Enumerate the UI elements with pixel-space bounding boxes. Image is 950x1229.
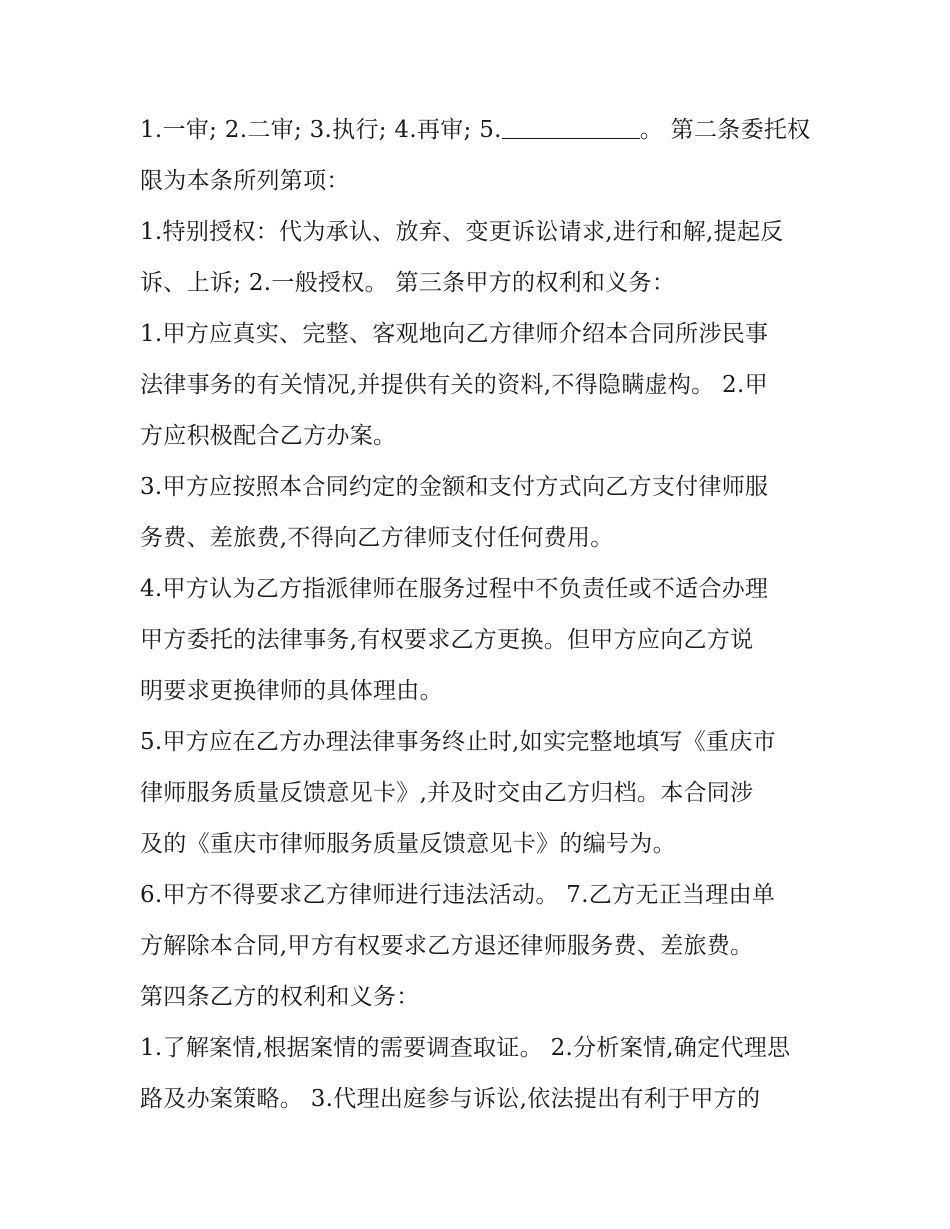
text-line: 5.甲方应在乙方办理法律事务终止时,如实完整地填写《重庆市 (140, 729, 776, 755)
text-line: 律师服务质量反馈意见卡》,并及时交由乙方归档。本合同涉 (140, 780, 754, 806)
text-line: 务费、差旅费,不得向乙方律师支付任何费用。 (140, 525, 614, 551)
text-line: 方应积极配合乙方办案。 (140, 423, 397, 449)
text-segment: 。 第二条委托权 (639, 117, 811, 143)
text-line: 及的《重庆市律师服务质量反馈意见卡》的编号为。 (140, 831, 676, 857)
text-segment: 1.一审; 2.二审; 3.执行; 4.再审; 5. (140, 117, 502, 143)
text-line: 3.甲方应按照本合同约定的金额和支付方式向乙方支付律师服 (140, 474, 769, 500)
text-line: 诉、上诉; 2.一般授权。 第三条甲方的权利和义务： (140, 270, 676, 296)
fill-in-blank (502, 116, 640, 139)
text-line: 法律事务的有关情况,并提供有关的资料,不得隐瞒虚构。 2.甲 (140, 372, 768, 398)
text-line: 第四条乙方的权利和义务： (140, 984, 420, 1010)
text-line: 1.了解案情,根据案情的需要调查取证。 2.分析案情,确定代理思 (140, 1035, 791, 1061)
text-line: 1.甲方应真实、完整、客观地向乙方律师介绍本合同所涉民事 (140, 321, 769, 347)
text-line: 6.甲方不得要求乙方律师进行违法活动。 7.乙方无正当理由单 (140, 882, 776, 908)
text-line (140, 105, 820, 156)
text-line: 4.甲方认为乙方指派律师在服务过程中不负责任或不适合办理 (140, 576, 769, 602)
text-line: 限为本条所列第项： (140, 168, 350, 194)
text-line: 方解除本合同,甲方有权要求乙方退还律师服务费、差旅费。 (140, 933, 754, 959)
text-line: 1.特别授权：代为承认、放弃、变更诉讼请求,进行和解,提起反 (140, 219, 784, 245)
text-line: 明要求更换律师的具体理由。 (140, 678, 443, 704)
text-line: 甲方委托的法律事务,有权要求乙方更换。但甲方应向乙方说 (140, 627, 754, 653)
text-line: 路及办案策略。 3.代理出庭参与诉讼,依法提出有利于甲方的 (140, 1086, 761, 1112)
document-body (140, 105, 820, 1125)
